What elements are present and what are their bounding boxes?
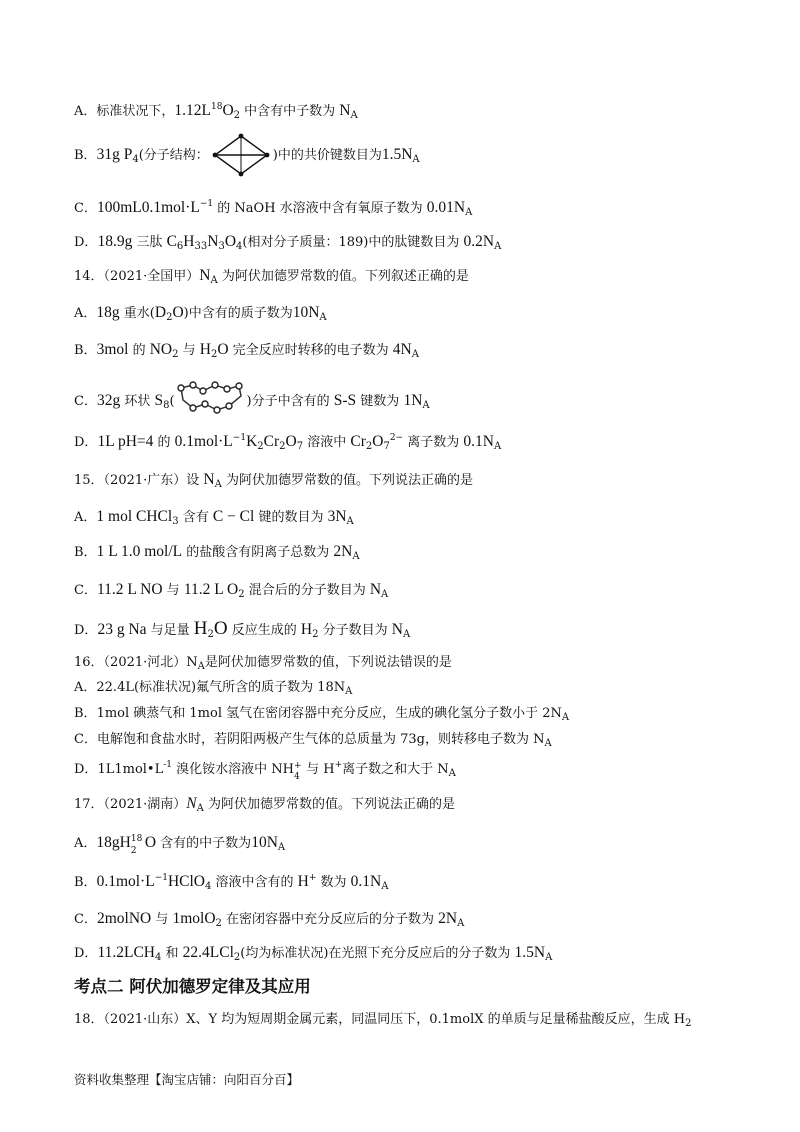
q18-stem: 18．（2021·山东）X、Y 均为短周期金属元素，同温同压下，0.1molX 的单质与足量稀盐酸反应，生成 $H_2$ — [74, 1012, 692, 1029]
q16-option-a: A．22.4L(标准状况)氟气所含的质子数为 $18N_A$ — [74, 680, 353, 697]
footer-text: 资料收集整理【淘宝店铺：向阳百分百】 — [74, 1072, 300, 1087]
q14-option-b: B．3mol 的 $NO_2$ 与 $H_2O$ 完全反应时转移的电子数为 $4N_A$ — [74, 341, 419, 360]
q13-option-a: A．标准状况下，$1.12L^{18}O_2$ 中含有中子数为 $N_A$ — [74, 102, 358, 121]
p4-structure-diagram — [211, 133, 271, 177]
q15-option-c: C．11.2 L NO 与 11.2 L $O_2$ 混合后的分子数目为 $N_A$ — [74, 581, 389, 600]
q14-option-a: A．18g 重水$(D_2O)$中含有的质子数为$10N_A$ — [74, 304, 327, 323]
q15-option-b: B．1 L 1.0 mol/L 的盐酸含有阴离子总数为 $2N_A$ — [74, 543, 360, 562]
q17-option-c: C．2molNO 与 1molO$_2$ 在密闭容器中充分反应后的分子数为 $2N_A$ — [74, 910, 465, 929]
q15-option-a: A．1 mol CHCl$_3$ 含有 C − Cl 键的数目为 $3N_A$ — [74, 508, 354, 527]
q16-option-c: C．电解饱和食盐水时，若阴阳两极产生气体的总质量为 73g，则转移电子数为 $N_A$ — [74, 732, 552, 749]
q13-option-d: D．18.9g 三肽 $C_6H_{33}N_3O_4$(相对分子质量：189)中的肽键数目为 $0.2N_A$ — [74, 233, 502, 252]
q17-option-a: A．18gH 18 2 O 含有的中子数为$10N_A$ — [74, 834, 286, 856]
q14-option-c: C．32g 环状 $S_8$( )分子中含有的 S-S 键数为 $1N_A$ — [74, 392, 430, 412]
q15-option-d: D．23 g Na 与足量 $H_2O$ 反应生成的 $H_2$ 分子数目为 $N_A$ — [74, 618, 411, 640]
q14-option-d: D．1L pH=4 的 $0.1mol\cdot L^{-1}K_2Cr_2O_7$ 溶液中 $Cr_2O_7^{2-}$ 离子数为 $0.1N_A$ — [74, 433, 502, 452]
q13-option-b: B．31g $P_4$(分子结构： )中的共价键数目为$1.5N_A$ — [74, 146, 420, 166]
q16-option-b: B．1mol 碘蒸气和 1mol 氢气在密闭容器中充分反应，生成的碘化氢分子数小于 $2N_A$ — [74, 706, 570, 723]
q17-stem: 17．（2021·湖南）$N_A$ 为阿伏加德罗常数的值。下列说法正确的是 — [74, 795, 455, 814]
q15-stem: 15．（2021·广东）设 $N_A$ 为阿伏加德罗常数的值。下列说法正确的是 — [74, 471, 473, 490]
q16-stem: 16．（2021·河北）$N_A$是阿伏加德罗常数的值，下列说法错误的是 — [74, 655, 452, 672]
q16-option-d: D．$1L1mol•L^{-1}$ 溴化铵水溶液中 NH + 4 与 H+离子数之和大于 $N_A$ — [74, 760, 456, 782]
s8-ring-diagram — [175, 380, 247, 416]
q14-stem: 14．（2021·全国甲）$N_A$ 为阿伏加德罗常数的值。下列叙述正确的是 — [74, 267, 469, 286]
q17-option-d: D．$11.2LCH_4$ 和 22.4LCl$_2$(均为标准状况)在光照下充分反应后的分子数为 $1.5N_A$ — [74, 944, 553, 963]
q17-option-b: B．$0.1mol\cdot L^{-1}HClO_4$ 溶液中含有的 H+ 数为 $0.1N_A$ — [74, 873, 389, 892]
section-heading: 考点二 阿伏加德罗定律及其应用 — [74, 977, 311, 996]
q13-option-c: C．$100mL0.1mol\cdot L^{-1}$ 的 NaOH 水溶液中含有氧原子数为 $0.01N_A$ — [74, 199, 473, 218]
